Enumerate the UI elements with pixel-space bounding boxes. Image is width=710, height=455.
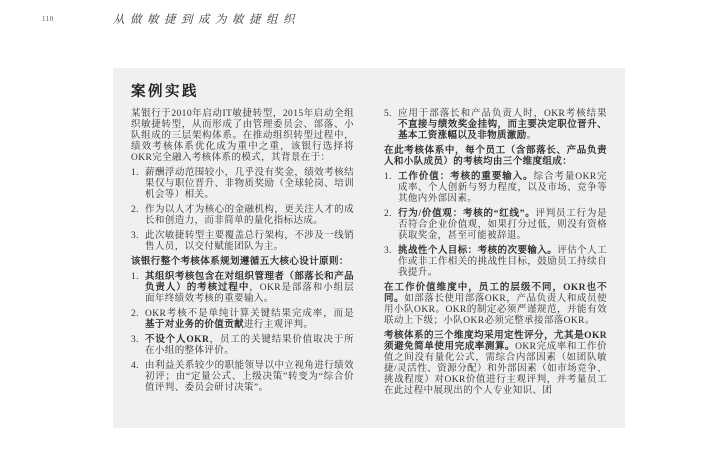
list-item-text <box>398 246 607 279</box>
list-item <box>384 172 607 205</box>
text-run: 进行主观评判。 <box>244 320 314 331</box>
right-column <box>384 109 607 401</box>
list-item-text <box>145 361 354 394</box>
list-item <box>384 246 607 279</box>
list-item-number: 2. <box>131 205 139 216</box>
paragraph <box>384 283 607 327</box>
text-run: 此次敏捷转型主要覆盖总行架构，不涉及一线销售人员，以交付赋能团队为主。 <box>145 231 354 253</box>
list-item <box>131 272 354 305</box>
list-item <box>131 168 354 201</box>
list-item-number: 1. <box>131 168 139 179</box>
text-run: 薪酬浮动范围较小，几乎没有奖金，绩效考核结果仅与职位晋升、非物质奖励（全球轮岗、培训机会等）相关。 <box>145 168 354 201</box>
list-item-text <box>398 209 607 242</box>
bold-text-run: 该银行整个考核体系规划遵循五大核心设计原则： <box>131 257 349 268</box>
list-item-text <box>398 172 607 205</box>
text-run: OKR完成率和工作价值之间没有量化公式，需综合内部因素（如团队敏捷/灵活性、资源分配）和外部因素（如市场竞争、挑战程度）对OKR价值进行主观评判，并考量员工在此过程中展现出的个人专业知识、团 <box>384 342 608 397</box>
list-item-text <box>145 205 354 227</box>
paragraph <box>131 109 354 164</box>
text-run: 。 <box>526 131 537 142</box>
text-run: 应用于部落长和产品负责人时，OKR考核结果 <box>398 109 607 119</box>
list-item-text <box>398 109 607 142</box>
list-item-number: 1. <box>384 172 392 183</box>
text-run: ，员工的关键结果价值取决于所在小组的整体评价。 <box>145 335 354 357</box>
text-run: 由利益关系较少的职能领导以中立视角进行绩效初评；由“定量公式、上级决策”转变为“综合价值评判、委员会研讨决策”。 <box>145 361 354 394</box>
list-item-number: 2. <box>384 209 392 220</box>
text-run: 某银行于2010年启动IT敏捷转型，2015年启动全组织敏捷转型，从而形成了由管理委员会、部落、小队组成的三层架构体系。在推动组织转型过程中，绩效考核体系优化成为重中之重，该银行选择将OKR完全融入考核体系的模式，其背景在于： <box>131 109 354 164</box>
left-column <box>131 109 354 401</box>
list-item-text <box>145 272 354 305</box>
text-run: 综合考量OKR完成率、个人创新与努力程度，以及市场、竞争等其他内外部因素。 <box>398 172 607 205</box>
list-item-text <box>145 309 354 331</box>
text-run: 评判员工行为是否符合企业价值观，如果打分过低，则没有资格获取奖金，甚至可能被辞退。 <box>398 209 607 242</box>
list-item <box>131 335 354 357</box>
list-item <box>131 231 354 253</box>
bold-text-run: 在工作价值维度中，员工的层级不同，OKR也不同。 <box>384 283 607 305</box>
bold-text-run: 不直接与绩效奖金挂钩，而主要决定职位晋升、基本工资涨幅以及非物质激励 <box>398 120 607 142</box>
list-item-text <box>145 231 354 253</box>
running-title: 从做敏捷到成为敏捷组织 <box>113 14 300 26</box>
bold-text-run: 挑战性个人目标：考核的次要输入。 <box>398 246 558 257</box>
text-run: 如部落长使用部落OKR，产品负责人和成员使用小队OKR。OKR的制定必须严谨规范，并能有效联动上下级；小队OKR必须完整承接部落OKR。 <box>384 294 607 327</box>
list-item-text <box>145 335 354 357</box>
list-item-number: 4. <box>131 361 139 372</box>
list-item-text <box>145 168 354 201</box>
paragraph <box>384 331 607 397</box>
list-item <box>131 361 354 394</box>
text-run: ，OKR是部落和小组层面年终绩效考核的重要输入。 <box>145 283 354 305</box>
list-item-number: 3. <box>384 246 392 257</box>
paragraph <box>384 146 607 168</box>
text-run: 作为以人才为核心的金融机构，更关注人才的成长和创造力，而非简单的量化指标达成。 <box>145 205 354 227</box>
case-practice-box <box>113 68 625 428</box>
bold-text-run: 工作价值：考核的重要输入。 <box>398 172 534 183</box>
case-box-title: 案例实践 <box>131 84 199 100</box>
list-item <box>384 209 607 242</box>
page-number: 110 <box>42 15 54 23</box>
bold-text-run: 行为/价值观：考核的“红线”。 <box>398 209 536 220</box>
bold-text-run: 不设个人OKR <box>145 335 210 346</box>
text-run: 评估个人工作或非工作相关的挑战性目标，鼓励员工持续自我提升。 <box>398 246 607 279</box>
list-item-number: 2. <box>131 309 139 320</box>
list-item-number: 1. <box>131 272 139 283</box>
text-run: OKR考核不是单纯计算关键结果完成率，而是 <box>145 309 354 320</box>
bold-text-run: 考核体系的三个维度均采用定性评分，尤其是OKR须避免简单使用完成率测算。 <box>384 331 607 353</box>
paragraph <box>131 257 354 268</box>
list-item-number: 3. <box>131 231 139 242</box>
list-item-number: 3. <box>131 335 139 346</box>
list-item <box>131 309 354 331</box>
bold-text-run: 其组织考核包含在对组织管理者（部落长和产品负责人）的考核过程中 <box>145 272 354 294</box>
bold-text-run: 在此考核体系中，每个员工（含部落长、产品负责人和小队成员）的考核均由三个维度组成： <box>384 146 607 168</box>
list-item <box>384 109 607 142</box>
list-item-number: 5. <box>384 109 392 119</box>
bold-text-run: 基于对业务的价值贡献 <box>145 320 245 331</box>
two-column-layout <box>131 109 607 401</box>
list-item <box>131 205 354 227</box>
